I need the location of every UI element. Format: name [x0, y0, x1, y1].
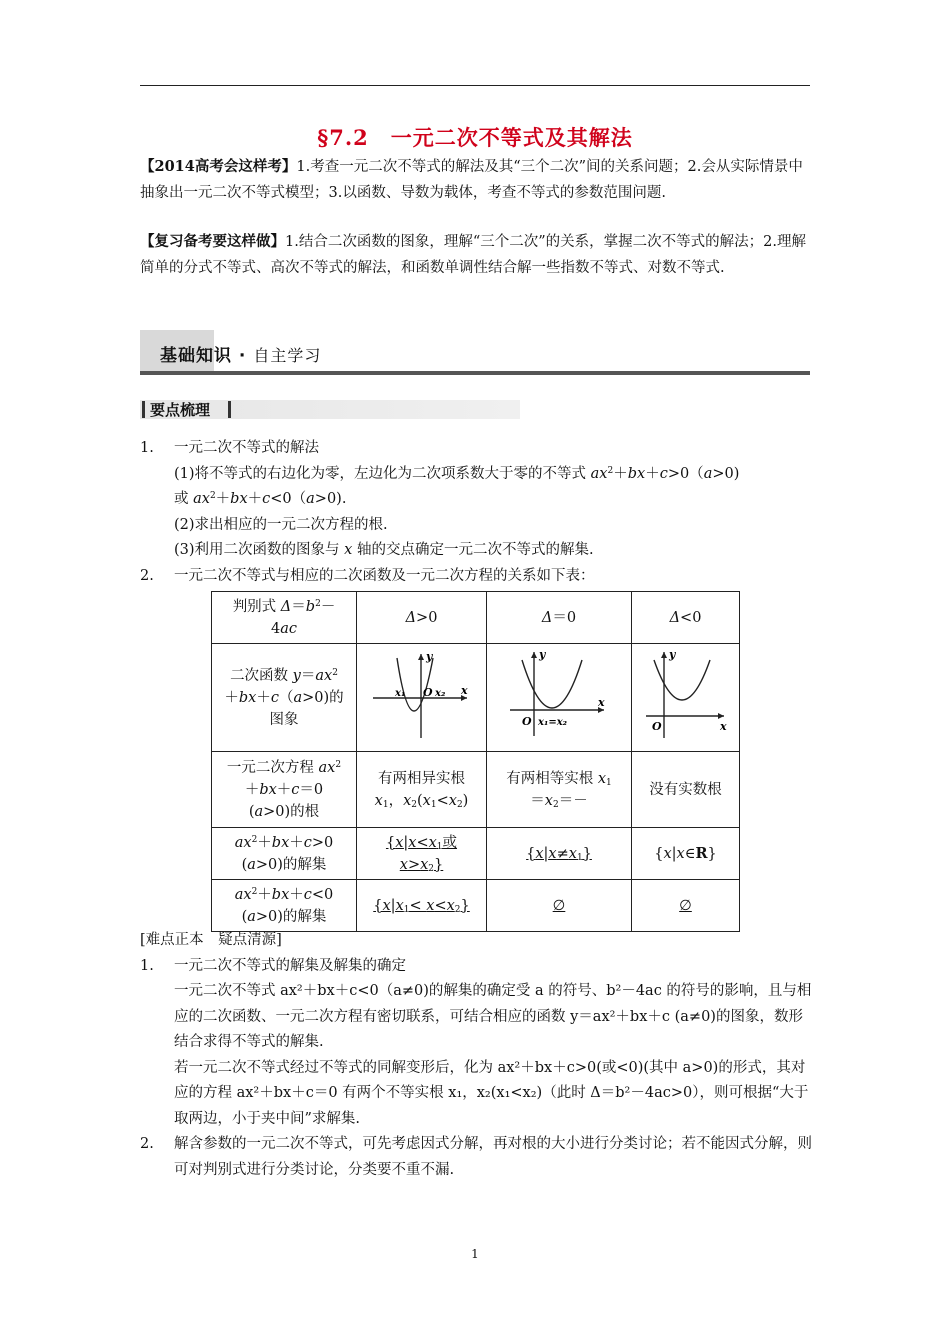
roots-lt: 没有实数根: [632, 752, 740, 828]
lt-solution-one-root: ∅: [487, 880, 632, 932]
row-roots-label: 一元二次方程 $ax^2$ ＋bx＋c＝0 (a>0)的根: [212, 752, 357, 828]
svg-text:x₁=x₂: x₁=x₂: [538, 717, 568, 728]
hard1-p1: 一元二次不等式 ax²＋bx＋c<0（a≠0)的解集的确定受 a 的符号、b²－4ac 的符号的影响，且与相应的二次函数、一元二次方程有密切联系，可结合相应的函数 y＝ax²＋bx＋c (a≠0)的图象，数形结合求得不等式的解集.: [174, 983, 812, 1050]
exam-paragraph: [140, 154, 812, 206]
header-discriminant: 判别式 $\Delta=b^2-$ 4ac: [212, 592, 357, 644]
roots-eq: 有两相等实根 $x_1$ $=x_2=-$: [487, 752, 632, 828]
section-header: [140, 330, 810, 372]
svg-text:y: y: [425, 650, 432, 663]
gt-solution-no-root: {x|x∈R}: [632, 828, 740, 880]
row-lt-solution-label: $ax^2+bx+c<0$ (a>0)的解集: [212, 880, 357, 932]
svg-text:O: O: [651, 720, 662, 733]
row-graph-label: 二次函数 $y=ax^2$ ＋bx＋c（a>0)的 图象: [212, 644, 357, 752]
svg-text:O: O: [522, 715, 532, 728]
exam-text: 1.考查一元二次不等式的解法及其“三个二次”间的关系问题；2.会从实际情景中抽象出一元二次不等式模型；3.以函数、导数为载体，考查不等式的参数范围问题.: [140, 159, 803, 201]
header-lt: Δ<0: [632, 592, 740, 644]
hard-points: [难点正本 疑点清源] 1. 一元二次不等式的解集及解集的确定 一元二次不等式 ax²＋bx＋c<0（a≠0)的解集的确定受 a 的符号、b²－4ac 的符号的影响，且与相应的二次函数、一元二次方程有密切联系，可结合相应的函数 y＝ax²＋bx＋c (a≠0)的图象，数形结合求得不等式的解集. 若一元二次不等式经过不等式的同解变形后，化为 ax²＋bx＋c>0(或<0)(其中 a>0)的形式，其对应的方程 ax²＋bx＋c＝0 有两个不等实根 x₁，x₂(x₁<x₂)（此时 Δ＝b²－4ac>0），则可根据“大于取两边，小于夹中间”求解集. 2. 解含参数的一元二次不等式，可先考虑因式分解，再对根的大小进行分类讨论；若不能因式分解，则可对判别式进行分类讨论，分类要不重不漏.: [140, 928, 812, 1183]
svg-text:O: O: [422, 686, 433, 699]
hard-title: [难点正本 疑点清源]: [140, 932, 282, 948]
svg-text:x: x: [460, 684, 468, 697]
hard2-text: 解含参数的一元二次不等式，可先考虑因式分解，再对根的大小进行分类讨论；若不能因式分解，则可对判别式进行分类讨论，分类要不重不漏.: [174, 1136, 812, 1178]
exam-tag: 【2014高考会这样考】: [140, 158, 297, 175]
graph-two-roots: [357, 644, 487, 752]
page-number: 1: [471, 1247, 479, 1261]
page-title: §7.2 一元二次不等式及其解法: [317, 125, 633, 150]
svg-text:x₂: x₂: [434, 688, 445, 699]
gt-solution-one-root: $\{x|x\ne x_1\}$: [487, 828, 632, 880]
graph-no-root: [632, 644, 740, 752]
gt-solution-two-roots: {$x|x<x_1$或 $x>x_2$}: [357, 828, 487, 880]
relation-table: [211, 591, 740, 932]
section-title: 基础知识 · 自主学习: [160, 346, 322, 366]
subhead-key-points: 要点梳理: [140, 400, 520, 419]
header-gt: Δ>0: [357, 592, 487, 644]
hard1-p2: 若一元二次不等式经过不等式的同解变形后，化为 ax²＋bx＋c>0(或<0)(其中 a>0)的形式，其对应的方程 ax²＋bx＋c＝0 有两个不等实根 x₁，x₂(x₁<x₂)（此时 Δ＝b²－4ac>0），则可根据“大于取两边，小于夹中间”求解集.: [174, 1059, 809, 1127]
row-gt-solution-label: $ax^2+bx+c>0$ (a>0)的解集: [212, 828, 357, 880]
top-rule: [140, 85, 810, 86]
section-underline: [140, 371, 810, 375]
review-tag: 【复习备考要这样做】: [140, 233, 285, 250]
lt-solution-no-root: ∅: [632, 880, 740, 932]
svg-text:y: y: [539, 648, 546, 661]
header-eq: Δ＝0: [487, 592, 632, 644]
graph-one-root: [487, 644, 632, 752]
item1: 1. 一元二次不等式的解法 (1)将不等式的右边化为零，左边化为二次项系数大于零的不等式 $ax^2+bx+c>0(a>0)$ 或 $ax^2+bx+c<0(a>0)$. (2)求出相应的一元二次方程的根. (3)利用二次函数的图象与 x 轴的交点确定一元二次不等式的解集. 2. 一元二次不等式与相应的二次函数及一元二次方程的关系如下表：: [140, 440, 740, 584]
review-paragraph: [140, 229, 812, 281]
svg-text:x: x: [719, 720, 727, 733]
svg-text:y: y: [668, 648, 675, 661]
roots-gt: 有两相异实根 $x_1$，$x_2(x_1<x_2)$: [357, 752, 487, 828]
review-text: 1.结合二次函数的图象，理解“三个二次”的关系，掌握二次不等式的解法；2.理解简单的分式不等式、高次不等式的解法，和函数单调性结合解一些指数不等式、对数不等式.: [140, 234, 806, 276]
svg-text:x: x: [598, 696, 605, 709]
svg-text:x₁: x₁: [394, 688, 405, 699]
lt-solution-two-roots: $\{x|x_1< x<x_2\}$: [357, 880, 487, 932]
